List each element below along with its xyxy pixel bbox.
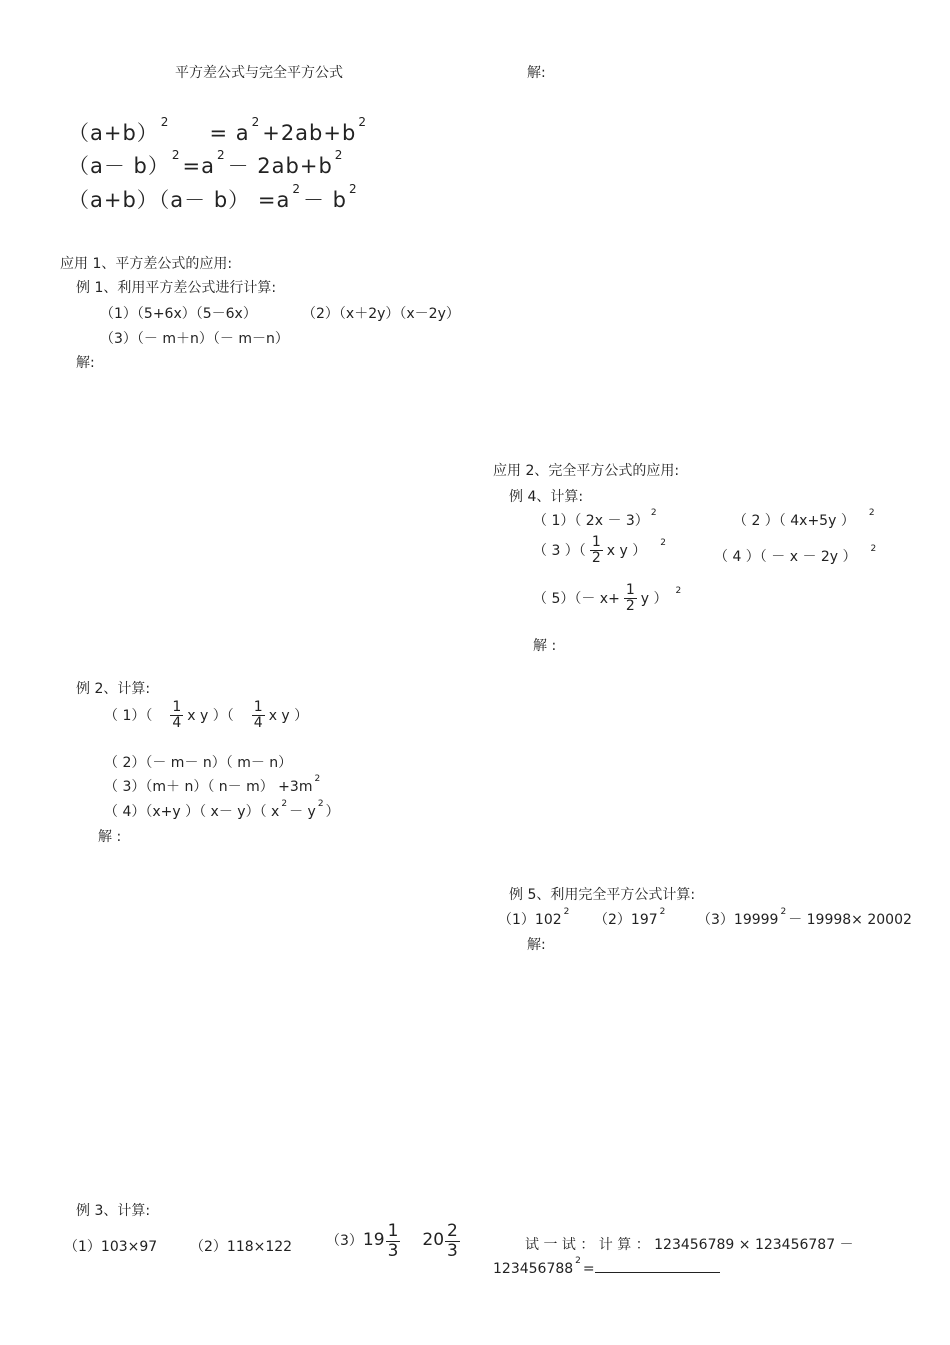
- ex3-q3: （3）19 $\frac{1}{3}$ 20 $\frac{2}{3}$: [326, 1221, 458, 1261]
- ex4-q2: （ 2 ）（ 4x+5y ） $^2$: [733, 508, 875, 529]
- ex4-q5: （ 5）（－ x+ $\frac{1}{2}$ y ） $^2$: [533, 582, 682, 615]
- page-title: 平方差公式与完全平方公式: [175, 65, 343, 81]
- ex3-title: 例 3、计算:: [76, 1203, 151, 1219]
- app1-heading: 应用 1、平方差公式的应用:: [60, 256, 233, 272]
- ex4-q4: （ 4 ）（ － x － 2y ） $^2$: [714, 544, 877, 565]
- fraction-one-third: $\frac{1}{3}$: [387, 1221, 399, 1261]
- ex4-q3: （ 3 ）（ $\frac{1}{2}$ x y ） $^2$: [533, 534, 666, 567]
- ex4-title: 例 4、计算:: [509, 489, 584, 505]
- ex2-q1: （ 1）（ $\frac{1}{4}$ x y ）（ $\frac{1}{4}$ x y ）: [104, 699, 309, 732]
- formula-square-of-sum: （a+b） $^2$ = a $^2$+2ab+b $^2$: [68, 115, 367, 145]
- ex1-q3: （3）（－ m＋n）（－ m－n）: [100, 331, 289, 347]
- fraction-one-half: $\frac{1}{2}$: [625, 582, 635, 615]
- ex5-q3: （3）19999 $^2$ － 19998× 20002: [697, 907, 912, 928]
- ex2-q2: （ 2）（－ m－ n）（ m－ n）: [104, 755, 293, 771]
- ex5-q2: （2）197 $^2$: [594, 907, 666, 928]
- ex2-solution-label: 解 :: [98, 829, 122, 845]
- formula-square-of-difference: （a－ b） $^2$=a $^2$－ 2ab+b $^2$: [68, 148, 344, 178]
- ex5-solution-label: 解:: [527, 937, 546, 953]
- ex1-solution-label: 解:: [76, 355, 95, 371]
- fraction-one-half: $\frac{1}{2}$: [591, 534, 601, 567]
- app2-heading: 应用 2、完全平方公式的应用:: [493, 463, 680, 479]
- ex5-q1: （1）102 $^2$: [498, 907, 570, 928]
- ex1-title: 例 1、利用平方差公式进行计算:: [76, 280, 277, 296]
- fraction-one-quarter: $\frac{1}{4}$: [253, 699, 263, 732]
- ex3-q1: （1）103×97: [64, 1239, 158, 1255]
- answer-blank: [595, 1260, 720, 1273]
- solution-label-top: 解:: [527, 65, 546, 81]
- ex2-q4: （ 4）（x+y ）（ x－ y）（ x $^2$ － y $^2$ ）: [104, 799, 340, 820]
- fraction-one-quarter: $\frac{1}{4}$: [172, 699, 182, 732]
- fraction-two-thirds: $\frac{2}{3}$: [447, 1221, 458, 1261]
- ex1-q2: （2）（x＋2y）（x－2y）: [302, 306, 460, 322]
- ex2-title: 例 2、计算:: [76, 681, 151, 697]
- formula-difference-of-squares: （a+b）（a－ b） =a $^2$－ b $^2$: [68, 182, 358, 212]
- ex1-q1: （1）（5+6x）（5－6x）: [100, 306, 257, 322]
- ex3-q2: （2）118×122: [190, 1239, 293, 1255]
- ex5-title: 例 5、利用完全平方公式计算:: [509, 887, 696, 903]
- try-line1: 试 一 试 ： 计 算 ： 123456789 × 123456787 －: [525, 1237, 854, 1253]
- ex4-solution-label: 解 :: [533, 638, 557, 654]
- ex2-q3: （ 3）（m＋ n）（ n－ m） +3m $^2$: [104, 774, 321, 795]
- ex4-q1: （ 1）（ 2x － 3） $^2$: [533, 508, 657, 529]
- try-line2: 123456788 $^2$ =: [493, 1260, 720, 1277]
